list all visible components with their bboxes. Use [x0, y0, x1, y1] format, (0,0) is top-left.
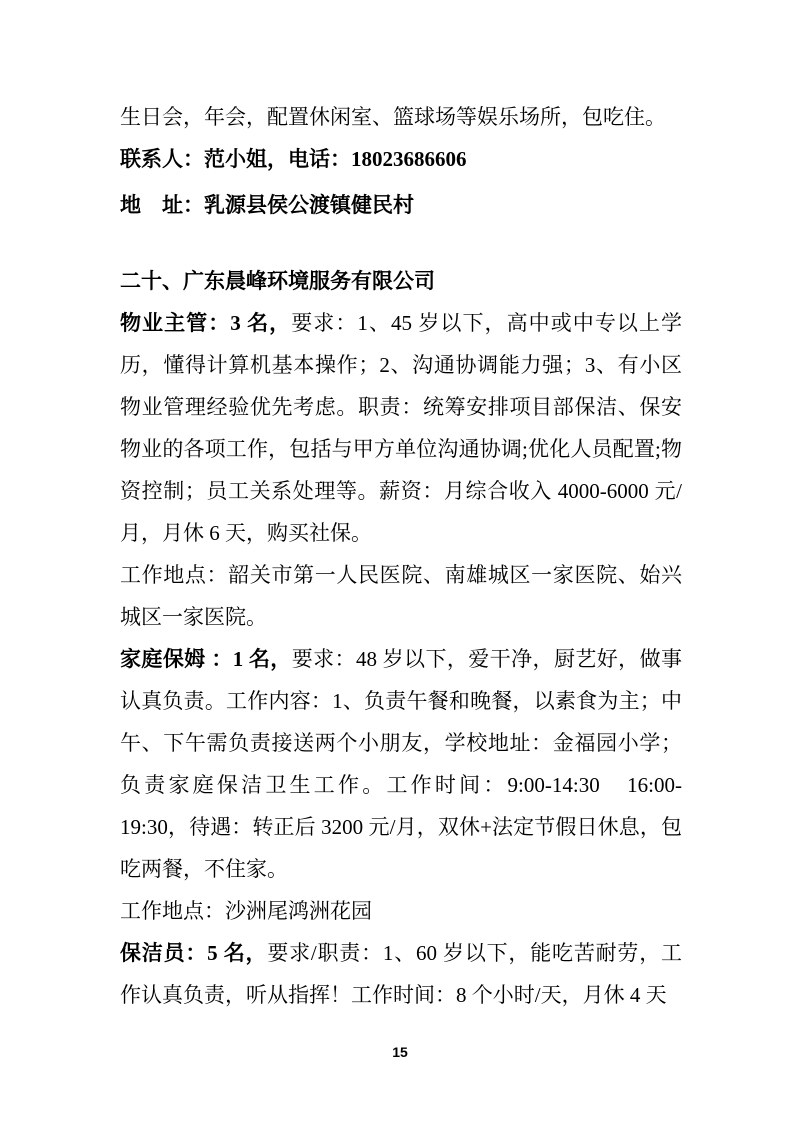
job-property-manager-paragraph — [120, 302, 682, 554]
page-number: 15 — [392, 1044, 408, 1060]
job-cleaner-title: 保洁员：5 名， — [120, 941, 268, 965]
job-housekeeper-details: 要求：48 岁以下，爱干净，厨艺好，做事认真负责。工作内容：1、负责午餐和晚餐，以素食为主；中午、下午需负责接送两个小朋友，学校地址：金福园小学；负责家庭保洁卫生工作。工作时间：9:00-14:30 16:00-19:30，待遇：转正后 3200 元/月，双休+法定节假日休息，包吃两餐，不住家。 — [120, 647, 683, 881]
work-location-line-2 — [120, 890, 682, 932]
job-housekeeper-paragraph — [120, 638, 682, 890]
address-text: 地 址：乳源县侯公渡镇健民村 — [120, 193, 414, 217]
benefits-text: 生日会，年会，配置休闲室、篮球场等娱乐场所，包吃住。 — [120, 105, 666, 129]
section-heading — [120, 260, 682, 302]
work-location-line — [120, 554, 682, 638]
address-line — [120, 184, 682, 226]
benefits-line — [120, 96, 682, 138]
section-heading-text: 二十、广东晨峰环境服务有限公司 — [120, 269, 435, 293]
job-cleaner-paragraph — [120, 932, 682, 1016]
contact-text: 联系人：范小姐，电话：18023686606 — [120, 147, 467, 171]
job-cleaner-details: 要求/职责：1、60 岁以下，能吃苦耐劳，工作认真负责，听从指挥！工作时间：8 个小时/天，月休 4 天 — [120, 941, 682, 1007]
contact-line — [120, 138, 682, 180]
job-housekeeper-title: 家庭保姆 ：1 名， — [120, 647, 292, 671]
job-property-manager-title: 物业主管：3 名， — [120, 311, 292, 335]
job-property-manager-details: 要求：1、45 岁以下，高中或中专以上学历，懂得计算机基本操作；2、沟通协调能力强；3、有小区物业管理经验优先考虑。职责：统筹安排项目部保洁、保安物业的各项工作，包括与甲方单位沟通协调;优化人员配置;物资控制；员工关系处理等。薪资：月综合收入 4000-6000 元/月，月休 6 天，购买社保。 — [120, 311, 683, 545]
work-location-text: 工作地点：韶关市第一人民医院、南雄城区一家医院、始兴城区一家医院。 — [120, 563, 682, 629]
work-location-text-2: 工作地点：沙洲尾鸿洲花园 — [120, 899, 372, 923]
